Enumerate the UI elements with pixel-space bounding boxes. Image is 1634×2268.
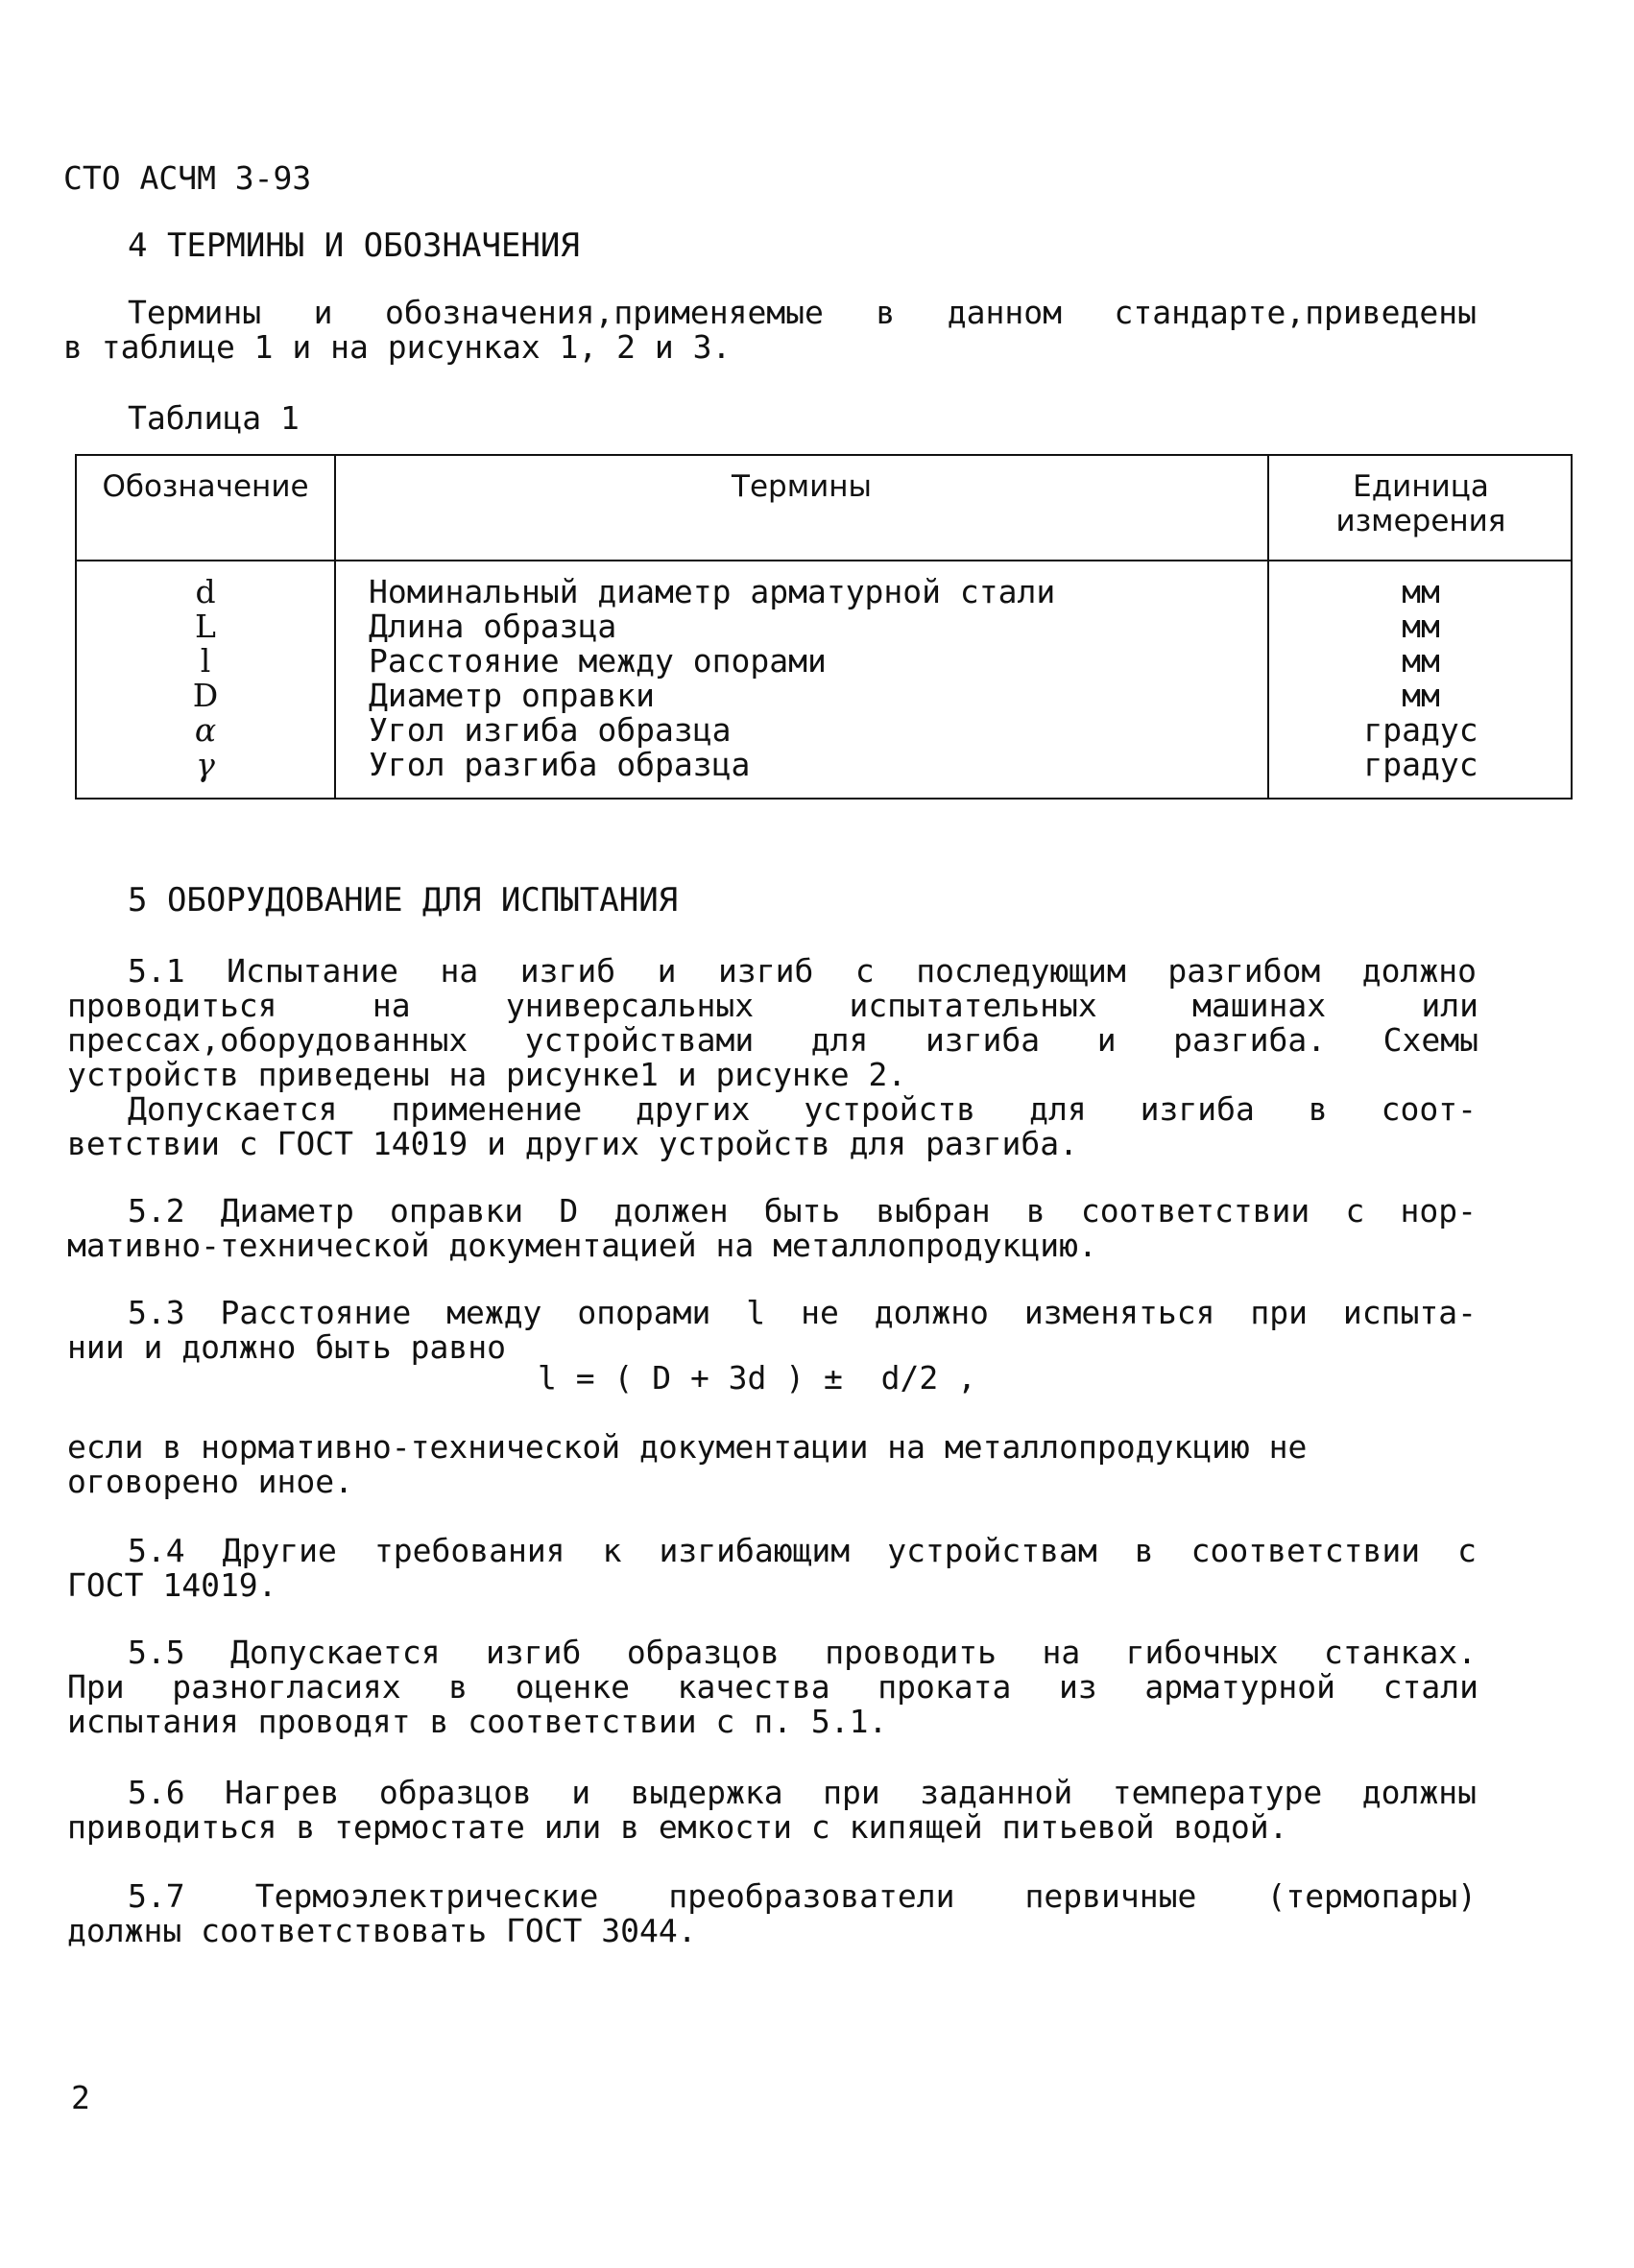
table-cell-symbol: α	[194, 711, 217, 749]
table-cell-unit: мм	[1402, 642, 1440, 680]
table-cell-term: Угол изгиба образца	[369, 711, 732, 749]
p54-line-2: ГОСТ 14019.	[67, 1566, 277, 1604]
table-cell-term: Диаметр оправки	[369, 677, 656, 714]
table-cell-unit: мм	[1402, 573, 1440, 610]
table-cell-symbol: γ	[196, 746, 215, 783]
table-header-unit	[1269, 469, 1573, 538]
table-caption: Таблица 1	[128, 399, 300, 437]
section-5-title: 5 ОБОРУДОВАНИЕ ДЛЯ ИСПЫТАНИЯ	[128, 881, 679, 919]
p52-line-1: 5.2 Диаметр оправки D должен быть выбран в соответствии с нор-	[128, 1192, 1477, 1229]
p53b-line-2: оговорено иное.	[67, 1463, 354, 1500]
section-4-intro-line-2: в таблице 1 и на рисунках 1, 2 и 3.	[63, 328, 732, 366]
table-cell-term: Угол разгиба образца	[369, 746, 751, 783]
table-cell-symbol: l	[200, 642, 211, 680]
table-cell-symbol: D	[192, 677, 219, 714]
p56-line-2: приводиться в термостате или в емкости с кипящей питьевой водой.	[67, 1808, 1288, 1846]
p55-line-2: При разногласиях в оценке качества проката из арматурной стали	[67, 1668, 1478, 1706]
p51-line-4: устройств приведены на рисунке1 и рисунке 2.	[67, 1056, 907, 1093]
p57-line-1: 5.7 Термоэлектрические преобразователи первичные (термопары)	[128, 1877, 1477, 1915]
table-header-unit-line-1: Единица	[1353, 469, 1489, 504]
table-cell-unit: мм	[1402, 677, 1440, 714]
table-unit-column	[1269, 575, 1573, 782]
p55-line-3: испытания проводят в соответствии с п. 5.1.	[67, 1703, 888, 1740]
table-header-symbol: Обозначение	[102, 469, 309, 504]
p54-line-1: 5.4 Другие требования к изгибающим устройствам в соответствии с	[128, 1532, 1477, 1569]
table-cell-unit: градус	[1363, 711, 1478, 749]
p53b-line-1: если в нормативно-технической документации на металлопродукцию не	[67, 1428, 1308, 1466]
p56-line-1: 5.6 Нагрев образцов и выдержка при заданной температуре должны	[128, 1774, 1477, 1811]
table-cell-unit: градус	[1363, 746, 1478, 783]
table-cell-symbol: L	[195, 608, 216, 645]
table-cell-unit: мм	[1402, 608, 1440, 645]
p57-line-2: должны соответствовать ГОСТ 3044.	[67, 1912, 697, 1949]
p53-line-2: нии и должно быть равно	[67, 1328, 506, 1366]
spacing-formula: l = ( D + 3d ) ± d/2 ,	[538, 1359, 976, 1397]
p53-line-1: 5.3 Расстояние между опорами l не должно изменяться при испыта-	[128, 1294, 1477, 1331]
document-header: СТО АСЧМ 3-93	[63, 159, 312, 197]
p51b-line-1: Допускается применение других устройств для изгиба в соот-	[128, 1090, 1477, 1128]
section-4-title: 4 ТЕРМИНЫ И ОБОЗНАЧЕНИЯ	[128, 227, 580, 265]
table-header-unit-line-2: измерения	[1335, 504, 1506, 538]
table-cell-term: Расстояние между опорами	[369, 642, 827, 680]
table-header-terms: Термины	[732, 469, 872, 504]
section-4-intro-line-1: Термины и обозначения,применяемые в данном стандарте,приведены	[128, 294, 1477, 331]
p55-line-1: 5.5 Допускается изгиб образцов проводить на гибочных станках.	[128, 1634, 1477, 1671]
p52-line-2: мативно-технической документацией на металлопродукцию.	[67, 1227, 1097, 1264]
terms-table	[75, 454, 1573, 800]
table-term-column	[369, 575, 1252, 782]
table-col-divider-1	[334, 456, 336, 798]
table-cell-term: Длина образца	[369, 608, 617, 645]
table-cell-term: Номинальный диаметр арматурной стали	[369, 573, 1056, 610]
p51-line-1: 5.1 Испытание на изгиб и изгиб с последующим разгибом должно	[128, 952, 1477, 990]
p51-line-3: прессах,оборудованных устройствами для изгиба и разгиба. Схемы	[67, 1021, 1478, 1059]
table-symbol-column	[77, 575, 334, 782]
table-header-divider	[77, 560, 1571, 561]
page-number: 2	[71, 2079, 90, 2116]
table-cell-symbol: d	[195, 573, 216, 610]
p51b-line-2: ветствии с ГОСТ 14019 и других устройств для разгиба.	[67, 1125, 1078, 1162]
p51-line-2: проводиться на универсальных испытательных машинах или	[67, 987, 1478, 1024]
